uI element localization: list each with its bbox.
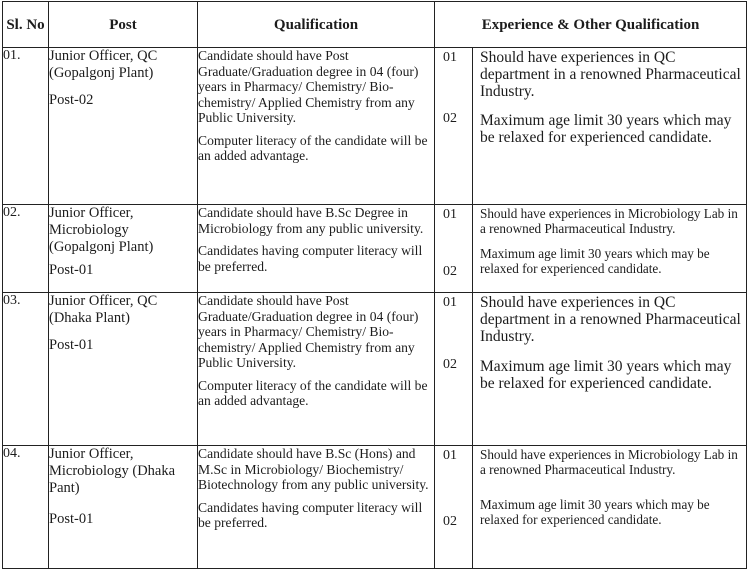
table-row [3,446,747,569]
header-slno: Sl. No [3,2,49,48]
post-title: Junior Officer, QC (Gopalgonj Plant) [49,48,158,81]
qualification-text: Candidates having computer literacy will be preferred. [198,243,423,274]
post-count: Post-01 [49,337,94,353]
experience-number: 01 [443,50,457,65]
qualification-text: Candidates having computer literacy will be preferred. [198,499,423,530]
post-title: Junior Officer, QC (Dhaka Plant) [49,293,158,326]
post-count: Post-01 [49,511,94,527]
qualification-text: Computer literacy of the candidate will be an added advantage. [198,132,428,163]
experience-text: Maximum age limit 30 years which may be relaxed for experienced candidate. [480,497,710,527]
header-post: Post [49,2,198,48]
qualification-text: Candidate should have Post Graduate/Graduation degree in 04 (four) years in Pharmacy/ Chemistry/ Bio-chemistry/ Applied Chemistry from any Public University. [198,293,419,370]
qualification-cell [198,48,435,205]
experience-text: Should have experiences in Microbiology Lab in a renowned Pharmaceutical Industry. [480,447,738,477]
experience-cell [435,48,747,205]
experience-number: 02 [443,264,457,279]
qualification-text: Candidate should have B.Sc Degree in Microbiology from any public university. [198,205,424,236]
qualification-cell [198,293,435,446]
row-serial: 04. [3,446,49,569]
experience-number: 01 [443,207,457,222]
experience-cell [435,205,747,293]
experience-cell [435,293,747,446]
job-circular-page [2,1,748,567]
qualification-text: Candidate should have Post Graduate/Graduation degree in 04 (four) years in Pharmacy/ Chemistry/ Bio-chemistry/ Applied Chemistry from any Public University. [198,48,419,125]
experience-text: Maximum age limit 30 years which may be relaxed for experienced candidate. [480,112,732,146]
post-cell [49,48,198,205]
post-cell [49,205,198,293]
row-serial: 03. [3,293,49,446]
experience-number: 02 [443,111,457,126]
qualification-cell [198,446,435,569]
experience-number: 01 [443,448,457,463]
experience-text: Maximum age limit 30 years which may be relaxed for experienced candidate. [480,358,732,392]
experience-number: 01 [443,295,457,310]
experience-cell [435,446,747,569]
table-row [3,48,747,205]
experience-text: Should have experiences in QC department in a renowned Pharmaceutical Industry. [480,294,741,345]
post-count: Post-01 [49,262,94,278]
job-requirements-table [2,1,747,569]
experience-text: Maximum age limit 30 years which may be relaxed for experienced candidate. [480,246,710,276]
post-title: Junior Officer, Microbiology (Gopalgonj Plant) [49,205,154,255]
experience-number: 02 [443,514,457,529]
qualification-text: Computer literacy of the candidate will be an added advantage. [198,377,428,408]
row-serial: 01. [3,48,49,205]
experience-text: Should have experiences in Microbiology Lab in a renowned Pharmaceutical Industry. [480,206,738,236]
post-cell [49,446,198,569]
table-row [3,293,747,446]
experience-number: 02 [443,357,457,372]
table-row [3,205,747,293]
post-cell [49,293,198,446]
qualification-cell [198,205,435,293]
table-header-row [3,2,747,48]
header-qualification: Qualification [198,2,435,48]
row-serial: 02. [3,205,49,293]
post-title: Junior Officer, Microbiology (Dhaka Pant) [49,446,176,496]
experience-text: Should have experiences in QC department in a renowned Pharmaceutical Industry. [480,49,741,100]
qualification-text: Candidate should have B.Sc (Hons) and M.Sc in Microbiology/ Biochemistry/ Biotechnology from any public university. [198,446,429,492]
post-count: Post-02 [49,92,94,108]
header-experience: Experience & Other Qualification [435,2,747,48]
